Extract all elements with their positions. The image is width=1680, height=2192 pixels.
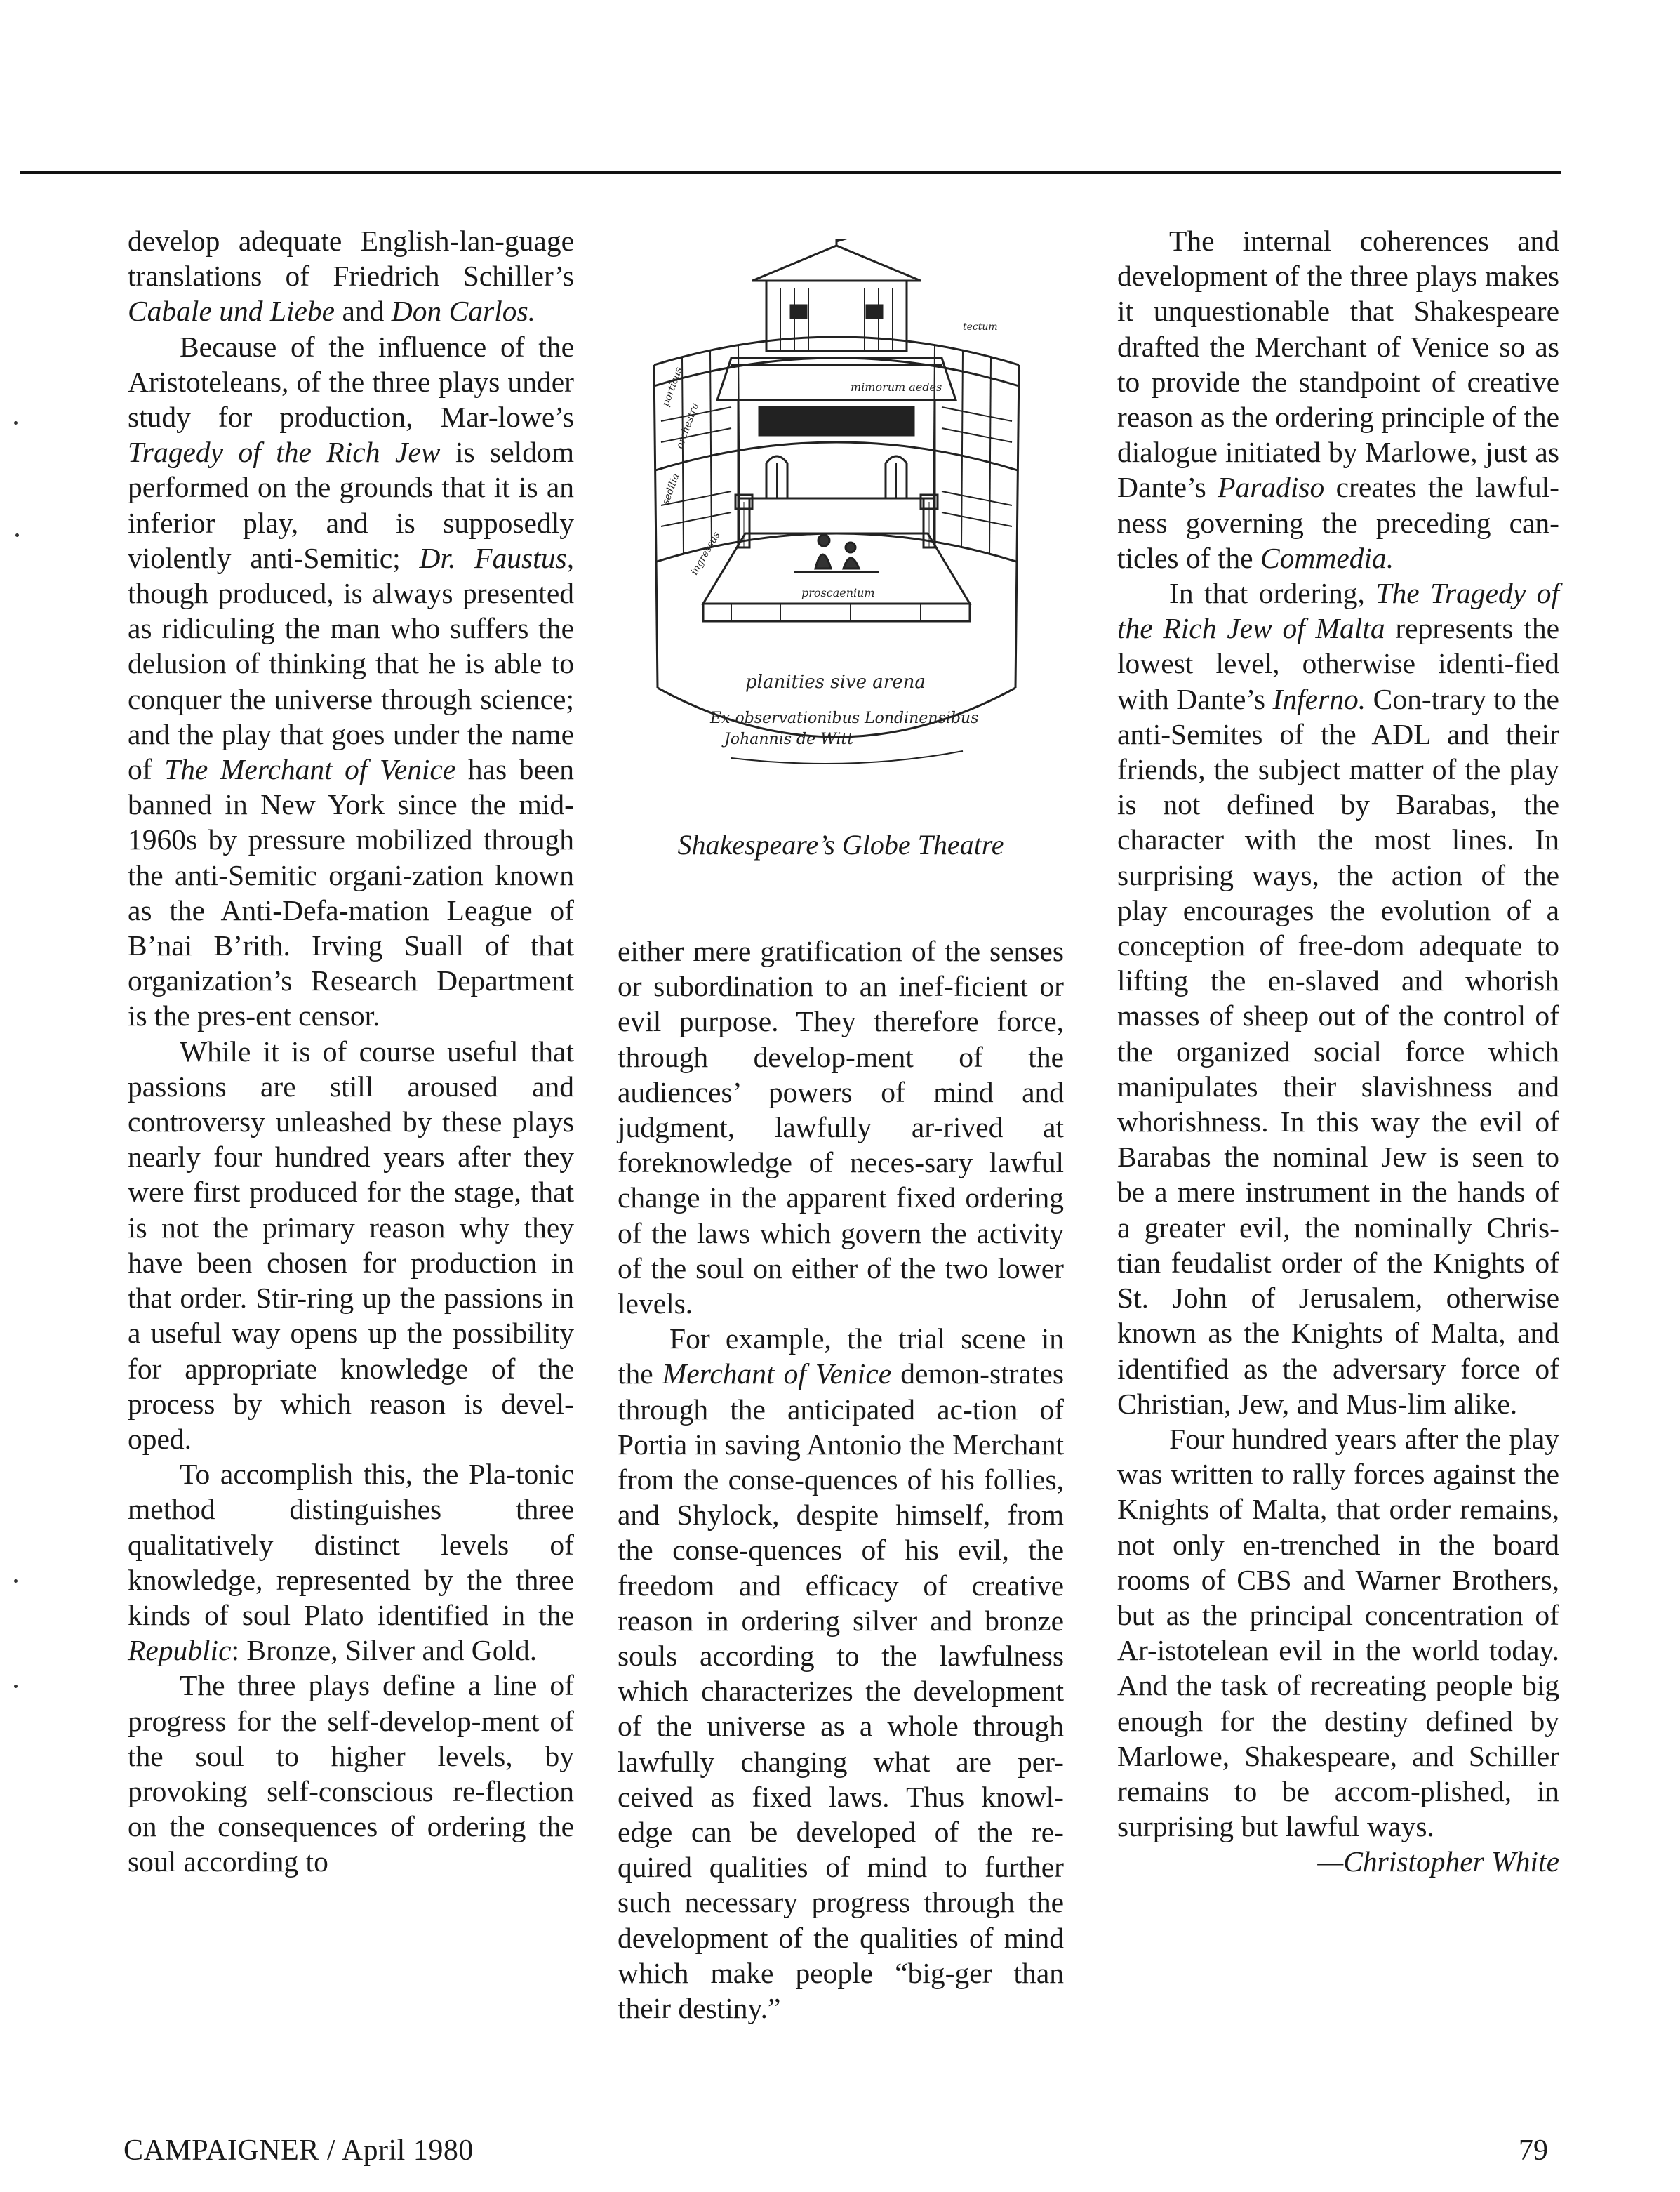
inscription-line-1: planities sive arena bbox=[745, 672, 926, 693]
paragraph: The internal coherences and development of the three plays makes it unquestionable that Shakespeare drafted the Merchant of Venice so as to provide the standpoint of creative reason as the ordering principle of the dialogue initiated by Marlowe, just as Dante’s Paradiso creates the lawful-ness governing the preceding can-ticles of the Commedia. bbox=[1117, 225, 1559, 574]
figure-caption: Shakespeare’s Globe Theatre bbox=[677, 829, 1004, 861]
header-rule bbox=[20, 171, 1561, 174]
label-tectum: tectum bbox=[963, 321, 998, 333]
label-ingressus: ingressus bbox=[688, 530, 723, 577]
globe-theatre-illustration bbox=[640, 239, 1033, 779]
paragraph: The three plays define a line of progress for the self-develop-ment of the soul to higher levels, by provoking self-conscious re-flection on the consequences of ordering the soul according to bbox=[128, 1669, 574, 1878]
paragraph: To accomplish this, the Pla-tonic method distinguishes three qualitatively distinct levels of knowledge, represented by the three kinds of soul Plato identified in the Republic: Bronze, Silver and Gold. bbox=[128, 1458, 574, 1667]
paragraph: For example, the trial scene in the Merchant of Venice demon-strates through the anticipated ac-tion of Portia in saving Antonio the Merchant from the conse-quences of his follies, and Shylock, despite himself, from the conse-quences of his evil, the freedom and efficacy of creative reason in ordering silver and bronze souls according to the lawfulness which characterizes the development of the universe as a whole through lawfully changing what are per-ceived as fixed laws. Thus knowl-edge can be developed of the re-quired qualities of mind to further such necessary progress through the development of the qualities of mind which make people “big-ger than their destiny.” bbox=[618, 1322, 1064, 2025]
scan-speck bbox=[14, 1685, 18, 1688]
page-number: 79 bbox=[1519, 2134, 1548, 2167]
label-sedilia: sedilia bbox=[660, 472, 682, 507]
inscription-line-3: Johannis de Witt bbox=[724, 731, 854, 748]
paragraph: Because of the influence of the Aristoteleans, of the three plays under study for production, Mar-lowe’s Tragedy of the Rich Jew is seldom performed on the grounds that it is an inferior play, and is supposedly violently anti-Semitic; Dr. Faustus, though produced, is always presented as ridiculing the man who suffers the delusion of thinking that he is able to conquer the universe through science; and the play that goes under the name of The Merchant of Venice has been banned in New York since the mid-1960s by pressure mobilized through the anti-Semitic organi-zation known as the Anti-Defa-mation League of B’nai B’rith. Irving Suall of that organization’s Research Department is the pres-ent censor. bbox=[128, 330, 574, 1032]
label-proscaenium: proscaenium bbox=[801, 586, 875, 599]
scan-speck bbox=[14, 1579, 18, 1583]
paragraph: Four hundred years after the play was written to rally forces against the Knights of Malta, that order remains, not only en-trenched in the board rooms of CBS and Warner Brothers, but as the principal concentration of Ar-istotelean evil in the world today. And the task of recreating people big enough for the destiny defined by Marlowe, Shakespeare, and Schiller remains to be accom-plished, in surprising but lawful ways. bbox=[1117, 1422, 1559, 1843]
column-1 bbox=[128, 223, 574, 1880]
column-3 bbox=[1117, 223, 1559, 1880]
paragraph: While it is of course useful that passions are still aroused and controversy unleashed by these plays nearly four hundred years after they were first produced for the stage, that is not the primary reason why they have been chosen for production in that order. Stir-ring up the passions in a useful way opens up the possibility for appropriate knowledge of the process by which reason is devel-oped. bbox=[128, 1035, 574, 1455]
scan-speck bbox=[15, 533, 19, 537]
paragraph: either mere gratification of the senses or subordination to an inef-ficient or evil purpose. They therefore force, through develop-ment of the audiences’ powers of mind and judgment, lawfully ar-rived at foreknowledge of neces-sary lawful change in the apparent fixed ordering of the laws which govern the activity of the soul on either of the two lower levels. bbox=[618, 935, 1064, 1320]
publication-footer: CAMPAIGNER / April 1980 bbox=[124, 2134, 474, 2167]
paragraph: In that ordering, The Tragedy of the Rich Jew of Malta represents the lowest level, otherwise identi-fied with Dante’s Inferno. Con-trary to the anti-Semites of the ADL and their friends, the subject matter of the play is not defined by Barabas, the character with the most lines. In surprising ways, the action of the play encourages the evolution of a conception of free-dom adequate to lifting the en-slaved and whorish masses of sheep out of the control of the organized social force which manipulates their slavishness and whorishness. In this way the evil of Barabas the nominal Jew is seen to be a mere instrument in the hands of a greater evil, the nominally Chris-tian feudalist order of the Knights of St. John of Jerusalem, otherwise known as the Knights of Malta, and identified as the adversary force of Christian, Jew, and Mus-lim alike. bbox=[1117, 577, 1560, 1420]
inscription-line-2: Ex observationibus Londinensibus bbox=[710, 710, 979, 727]
scan-speck bbox=[14, 421, 18, 425]
author-byline: —Christopher White bbox=[1317, 1845, 1559, 1878]
label-porticus: porticus bbox=[660, 366, 685, 408]
label-orchestra: orchestra bbox=[674, 401, 702, 451]
paragraph: develop adequate English-lan-guage translations of Friedrich Schiller’s Cabale und Liebe and Don Carlos. bbox=[128, 225, 574, 328]
label-mimorum-aedes: mimorum aedes bbox=[851, 380, 942, 394]
column-2 bbox=[618, 934, 1064, 2026]
